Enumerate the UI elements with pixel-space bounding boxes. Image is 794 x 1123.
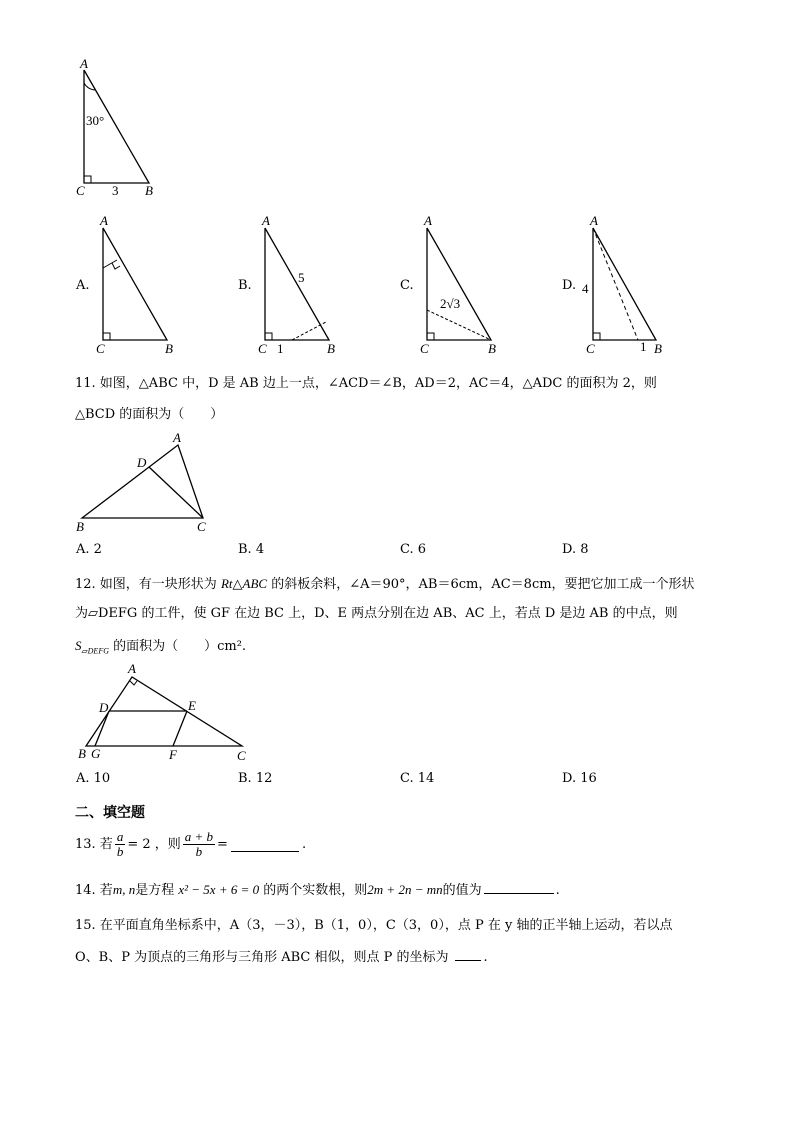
label-A: A	[590, 213, 598, 228]
side-label: 3	[112, 183, 119, 198]
q11-option-c[interactable]: C. 6	[400, 542, 427, 557]
label-A: A	[80, 56, 88, 71]
label-D: D	[137, 455, 147, 470]
q10-option-b-figure	[252, 210, 352, 360]
q14-t3: 的值为	[442, 883, 482, 898]
q14-equation: x² − 5x + 6 = 0	[178, 882, 260, 897]
label-A: A	[424, 213, 432, 228]
side-ab-label: 5	[298, 270, 305, 285]
label-B: B	[327, 341, 335, 356]
top-triangle-figure	[70, 55, 170, 200]
q12-line3	[75, 636, 246, 662]
q15-line2-text: O、B、P 为顶点的三角形与三角形 ABC 相似，则点 P 的坐标为	[75, 950, 449, 965]
q10-option-d-letter[interactable]: D.	[562, 278, 577, 293]
label-C: C	[258, 341, 267, 356]
q12-option-c[interactable]: C. 14	[400, 771, 435, 786]
q12-line2: 为▱DEFG 的工件，使 GF 在边 BC 上，D、E 两点分别在边 AB、AC 上，若点 D 是边 AB 的中点，则	[75, 606, 678, 621]
q11-option-b[interactable]: B. 4	[238, 542, 265, 557]
q12-option-d[interactable]: D. 16	[562, 771, 597, 786]
q10-option-b-letter[interactable]: B.	[238, 278, 252, 293]
q11-option-d[interactable]: D. 8	[562, 542, 589, 557]
label-C: C	[197, 519, 206, 534]
q12-line3-b: 的面积为（ ）cm².	[108, 639, 247, 654]
side-ac-label: 4	[582, 281, 589, 296]
side-c-label: 1	[277, 341, 284, 356]
q10-option-d-figure	[578, 210, 678, 360]
angle-label: 30°	[86, 113, 105, 128]
q14-expression: 2m + 2n − mn	[367, 882, 443, 897]
q13-f1-den: b	[116, 844, 124, 859]
q12-line1-a: 12. 如图，有一块形状为	[75, 577, 221, 592]
q10-option-a-figure	[90, 210, 190, 360]
q15-line2	[75, 946, 488, 968]
q14-t2: 的两个实数根，则	[263, 883, 368, 898]
section-title: 二、填空题	[75, 805, 145, 821]
q12-area-s: S	[75, 638, 82, 653]
q15-answer-blank[interactable]	[455, 946, 481, 961]
label-B: B	[488, 341, 496, 356]
q14-pre: 14. 若	[75, 883, 113, 898]
q12-figure	[72, 660, 257, 768]
label-B: B	[145, 183, 153, 198]
q12-area-sub: ▱DEFG	[81, 646, 109, 656]
q15-end: .	[483, 950, 488, 965]
q11-line1: 11. 如图，△ABC 中，D 是 AB 边上一点，∠ACD＝∠B，AD＝2，AC＝4，△ADC 的面积为 2，则	[75, 376, 657, 391]
q14-t1: 是方程	[135, 883, 175, 898]
label-B: B	[76, 519, 84, 534]
label-C: C	[237, 748, 246, 763]
q12-option-a[interactable]: A. 10	[76, 771, 111, 786]
label-C: C	[586, 341, 595, 356]
label-B: B	[78, 746, 86, 761]
q13-answer-blank[interactable]	[231, 837, 299, 852]
q14-answer-blank[interactable]	[484, 879, 554, 894]
label-C: C	[420, 341, 429, 356]
label-A: A	[100, 213, 108, 228]
label-D: D	[99, 700, 109, 715]
q13	[75, 830, 306, 859]
q11-line2: △BCD 的面积为（ ）	[75, 407, 224, 422]
q10-option-a-letter[interactable]: A.	[76, 278, 90, 293]
q13-f2-num: a + b	[184, 829, 214, 844]
label-F: F	[169, 747, 177, 762]
label-A: A	[173, 430, 181, 445]
label-C: C	[76, 183, 85, 198]
label-B: B	[654, 341, 662, 356]
label-C: C	[96, 341, 105, 356]
q12-line1-c: 的斜板余料，∠A＝90°，AB＝6cm，AC＝8cm，要把它加工成一个形状	[267, 577, 695, 592]
q13-f1-num: a	[116, 829, 124, 844]
label-E: E	[188, 698, 196, 713]
q13-fraction-1	[115, 830, 126, 859]
q14	[75, 879, 560, 901]
q13-pre: 13. 若	[75, 836, 113, 852]
label-B: B	[165, 341, 173, 356]
q13-mid: = 2 ，则	[127, 836, 181, 852]
q14-end: .	[555, 883, 560, 898]
side-b-label: 1	[640, 339, 647, 354]
segment-label: 2√3	[440, 296, 461, 311]
q12-line1-b: Rt△ABC	[220, 576, 268, 591]
q10-option-c-figure	[414, 210, 514, 360]
q12-line1	[75, 574, 695, 595]
label-G: G	[91, 746, 101, 761]
q12-option-b[interactable]: B. 12	[238, 771, 273, 786]
q15-line1: 15. 在平面直角坐标系中，A（3，－3），B（1，0），C（3，0），点 P 在 y 轴的正半轴上运动，若以点	[75, 918, 673, 933]
label-A: A	[128, 661, 136, 676]
q13-end: .	[301, 836, 307, 852]
q10-option-c-letter[interactable]: C.	[400, 278, 414, 293]
q13-eq: =	[217, 836, 228, 852]
q11-option-a[interactable]: A. 2	[76, 542, 102, 557]
q13-f2-den: b	[195, 844, 203, 859]
q11-figure	[70, 428, 220, 536]
q14-mn: m, n	[112, 882, 136, 897]
q13-fraction-2	[183, 830, 215, 859]
label-A: A	[262, 213, 270, 228]
